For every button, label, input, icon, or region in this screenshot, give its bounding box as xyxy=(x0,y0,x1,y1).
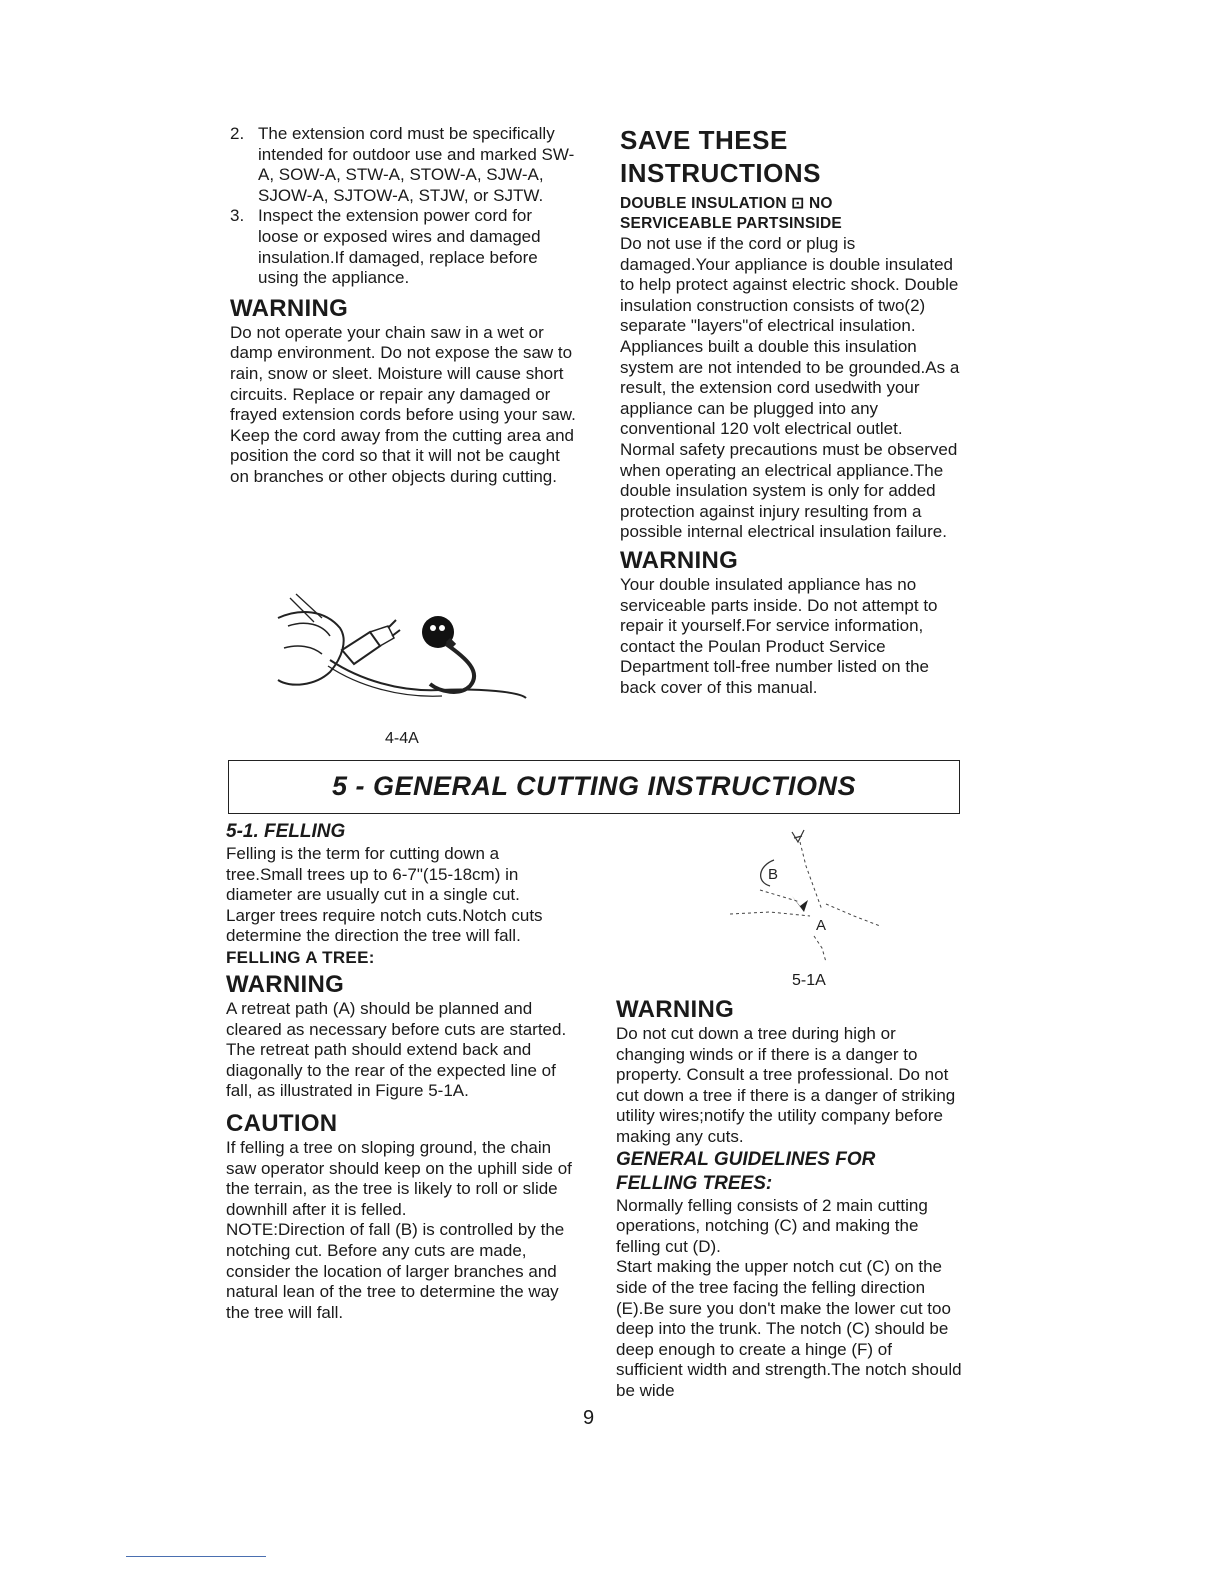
double-insulation-symbol-icon: ⊡ xyxy=(791,195,805,212)
list-item xyxy=(230,124,576,206)
double-insulation-para-2: Appliances built a double this insulation system are not intended to be grounded.As a result, the extension cord usedwith your appliance can be plugged into any conventional 120 volt electrical outlet. xyxy=(620,336,960,439)
caution-heading: CAUTION xyxy=(226,1109,338,1137)
guidelines-heading-line-1: GENERAL GUIDELINES FOR xyxy=(616,1148,876,1170)
guidelines-heading-line-2: FELLING TREES: xyxy=(616,1172,773,1194)
warning-heading: WARNING xyxy=(620,546,739,574)
save-these-heading: SAVE THESE xyxy=(620,125,788,155)
right-bottom-column xyxy=(616,996,962,1402)
extension-cord-list xyxy=(230,124,576,289)
section-banner xyxy=(228,760,960,814)
warning-heading: WARNING xyxy=(226,970,345,998)
double-insulation-no: NO xyxy=(808,195,833,212)
double-insulation-label: DOUBLE INSULATION xyxy=(620,195,787,212)
felling-retreat-path-diagram xyxy=(730,826,890,976)
double-insulation-para-3: Normal safety precautions must be observed when operating an electrical appliance.The double insulation system is only for added protection against injury resulting from a possible internal electrical insulation failure. xyxy=(620,439,958,542)
guidelines-text-1: Normally felling consists of 2 main cutting operations, notching (C) and making the felling cut (D). xyxy=(616,1195,928,1256)
section-banner-title: 5 - GENERAL CUTTING INSTRUCTIONS xyxy=(331,771,857,801)
warning-text: A retreat path (A) should be planned and cleared as necessary before cuts are started. The retreat path should extend back and diagonally to the rear of the expected line of fall, as illustrated in Figure 5-1A. xyxy=(226,998,567,1101)
list-item-number: 2. xyxy=(230,124,245,143)
double-insulation-subheading xyxy=(620,194,964,214)
warning-text: Your double insulated appliance has no serviceable parts inside. Do not attempt to repair it yourself.For service information, contact the Poulan Product Service Department toll-free number listed on the back cover of this manual. xyxy=(620,574,938,697)
warning-heading: WARNING xyxy=(230,294,349,322)
list-item-number: 3. xyxy=(230,206,245,226)
warning-text: Do not cut down a tree during high or changing winds or if there is a danger to property. Consult a tree professional. Do not cut down a tree if there is a danger of striking utility wires;notify the utility company before making any cuts. xyxy=(616,1024,956,1146)
list-item-text: Inspect the extension power cord for loose or exposed wires and damaged insulation.If damaged, replace before using the appliance. xyxy=(258,206,541,288)
felling-section-heading: 5-1. FELLING xyxy=(226,821,346,842)
bottom-rule xyxy=(126,1556,266,1557)
extension-cord-plug-illustration xyxy=(270,588,530,708)
guidelines-text-2: Start making the upper notch cut (C) on the side of the tree facing the felling direction (E).Be sure you don't make the lower cut too deep into the trunk. The notch (C) should be deep enough to create a hinge (F) of sufficient width and strength.The notch should be wide xyxy=(616,1257,962,1400)
serviceable-parts-subheading: SERVICEABLE PARTSINSIDE xyxy=(620,215,842,232)
figure-label-a: A xyxy=(816,917,827,934)
figure-caption-5-1a: 5-1A xyxy=(792,972,826,989)
note-text: NOTE:Direction of fall (B) is controlled by the notching cut. Before any cuts are made, consider the location of larger branches and natural lean of the tree to determine the way the tree will fall. xyxy=(226,1220,565,1322)
left-top-column xyxy=(230,124,576,488)
figure-label-b: B xyxy=(768,866,779,883)
warning-text: Do not operate your chain saw in a wet or damp environment. Do not expose the saw to rain, snow or sleet. Moisture will cause short circuits. Replace or repair any damaged or frayed extension cords before using your saw. Keep the cord away from the cutting area and position the cord so that it will not be caught on branches or other objects during cutting. xyxy=(230,322,576,486)
warning-heading: WARNING xyxy=(616,996,735,1023)
double-insulation-para-1: Do not use if the cord or plug is damaged.Your appliance is double insulated to help protect against electric shock. Double insulation construction consists of two(2) separate "layers"of electrical insulation. xyxy=(620,234,959,336)
left-bottom-column xyxy=(226,820,572,1323)
instructions-heading: INSTRUCTIONS xyxy=(620,158,821,188)
right-top-column xyxy=(620,124,964,698)
figure-caption-4-4a: 4-4A xyxy=(385,730,419,747)
page-number: 9 xyxy=(583,1407,595,1429)
caution-text: If felling a tree on sloping ground, the chain saw operator should keep on the uphill side of the terrain, as the tree is likely to roll or slide downhill after it is felled. xyxy=(226,1137,572,1219)
list-item-text: The extension cord must be specifically intended for outdoor use and marked SW-A, SOW-A, STW-A, STOW-A, SJW-A, SJOW-A, SJTOW-A, STJW, or SJTW. xyxy=(258,124,575,205)
felling-a-tree-heading: FELLING A TREE: xyxy=(226,947,375,967)
list-item xyxy=(230,206,576,288)
felling-text: Felling is the term for cutting down a tree.Small trees up to 6-7"(15-18cm) in diameter are usually cut in a single cut. Larger trees require notch cuts.Notch cuts determine the direction the tree will fall. xyxy=(226,844,543,946)
